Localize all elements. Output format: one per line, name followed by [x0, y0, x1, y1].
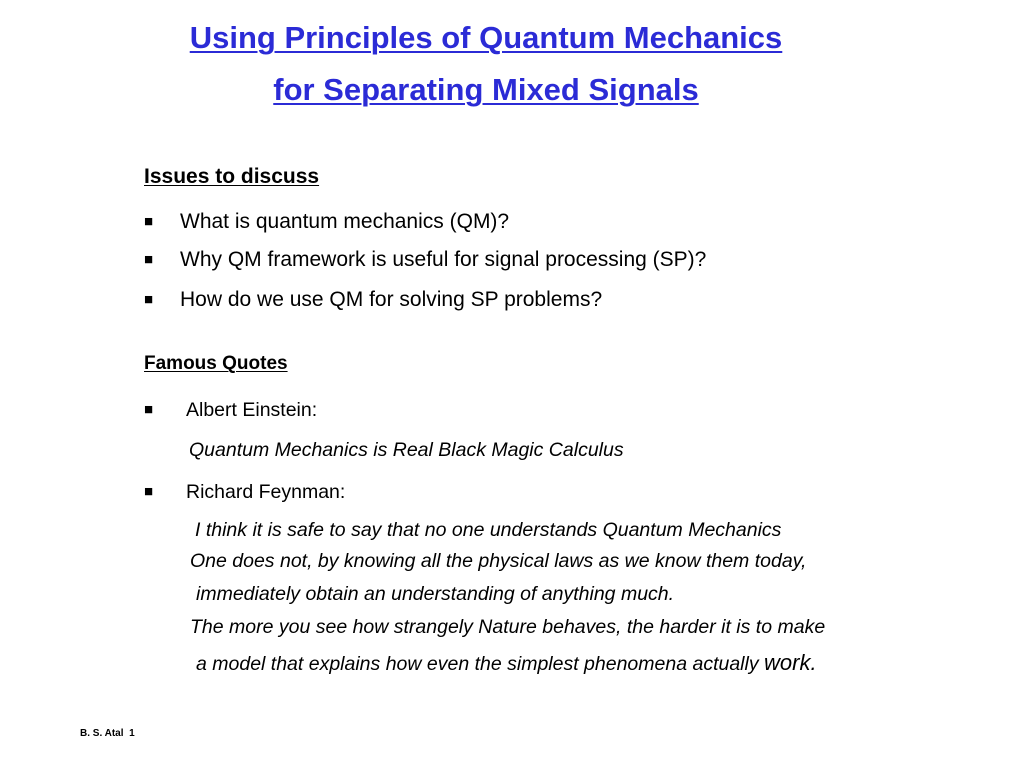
- footer: [80, 728, 135, 739]
- footer-author: B. S. Atal: [80, 728, 124, 739]
- feynman-quote-line: immediately obtain an understanding of anything much.: [196, 583, 675, 605]
- feynman-quote-last-word: work.: [764, 650, 817, 675]
- title-line-2: for Separating Mixed Signals: [273, 72, 699, 107]
- einstein-quote: Quantum Mechanics is Real Black Magic Calculus: [189, 439, 624, 461]
- bullet-square-icon: ■: [144, 291, 154, 308]
- feynman-speaker: [144, 481, 345, 504]
- bullet-square-icon: ■: [144, 213, 154, 230]
- bullet-square-icon: ■: [144, 483, 154, 500]
- issue-item-1: [144, 210, 509, 234]
- title-line-1: Using Principles of Quantum Mechanics: [189, 20, 783, 55]
- issue-text: What is quantum mechanics (QM)?: [180, 210, 510, 233]
- issue-item-2: [144, 248, 706, 272]
- feynman-quote-line: One does not, by knowing all the physical laws as we know them today,: [190, 550, 807, 572]
- speaker-name: Albert Einstein:: [186, 399, 318, 421]
- einstein-speaker: [144, 399, 317, 422]
- bullet-square-icon: ■: [144, 401, 154, 418]
- issue-text: Why QM framework is useful for signal processing (SP)?: [180, 248, 707, 271]
- quotes-heading: Famous Quotes: [144, 353, 288, 374]
- feynman-quote-line: I think it is safe to say that no one understands Quantum Mechanics: [195, 519, 782, 541]
- issue-item-3: [144, 288, 602, 312]
- footer-page-number: 1: [129, 728, 135, 739]
- feynman-quote-last-line: [196, 650, 817, 676]
- issues-heading: Issues to discuss: [144, 165, 320, 188]
- feynman-quote-line: The more you see how strangely Nature behaves, the harder it is to make: [190, 616, 826, 638]
- bullet-square-icon: ■: [144, 251, 154, 268]
- speaker-name: Richard Feynman:: [186, 481, 346, 503]
- issue-text: How do we use QM for solving SP problems?: [180, 288, 603, 311]
- feynman-quote-text: a model that explains how even the simplest phenomena actually: [196, 653, 765, 675]
